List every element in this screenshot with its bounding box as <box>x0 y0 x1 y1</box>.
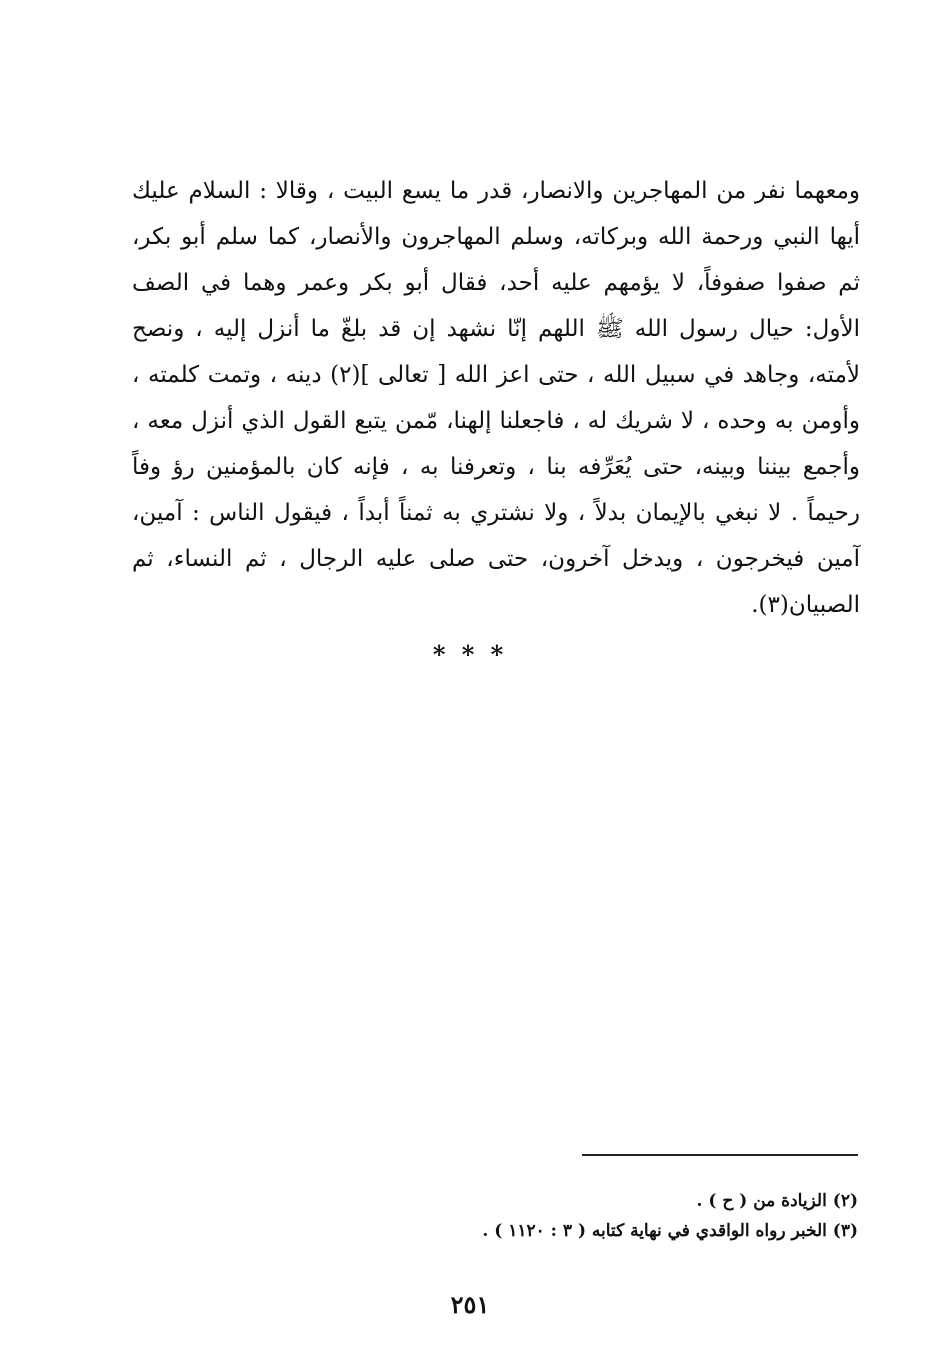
section-separator: * * * <box>432 640 508 669</box>
text-line: ثم صفوا صفوفاً، لا يؤمهم عليه أحد، فقال أبو بكر وعمر وهما في الصف <box>132 270 860 296</box>
text-line: لأمته، وجاهد في سبيل الله ، حتى اعز الله [ تعالى ](٢) دينه ، وتمت كلمته ، <box>132 362 861 388</box>
footnote-3: (٣) الخبر رواه الواقدي في نهاية كتابه ( ٣ : ١١٢٠ ) . <box>482 1221 858 1241</box>
text-line: الأول: حيال رسول الله ﷺ اللهم إنّا نشهد إن قد بلغّ ما أنزل إليه ، ونصح <box>132 316 860 342</box>
footnote-2: (٢) الزيادة من ( ح ) . <box>696 1191 858 1211</box>
text-line: رحيماً . لا نبغي بالإيمان بدلاً ، ولا نشتري به ثمناً أبداً ، فيقول الناس : آمين، <box>132 500 860 526</box>
footnotes <box>438 1186 858 1246</box>
footnote-divider <box>582 1154 858 1156</box>
text-line: وأجمع بيننا وبينه، حتى يُعَرِّفه بنا ، وتعرفنا به ، فإنه كان بالمؤمنين رؤ وفاً <box>132 454 860 480</box>
text-line: أيها النبي ورحمة الله وبركاته، وسلم المهاجرون والأنصار، كما سلم أبو بكر، <box>132 224 860 250</box>
text-line: ومعهما نفر من المهاجرين والانصار، قدر ما يسع البيت ، وقالا : السلام عليك <box>132 178 860 204</box>
text-line: آمين فيخرجون ، ويدخل آخرون، حتى صلى عليه الرجال ، ثم النساء، ثم <box>132 546 860 572</box>
page-number: ٢٥١ <box>450 1290 490 1319</box>
main-text <box>132 168 860 628</box>
text-line: وأومن به وحده ، لا شريك له ، فاجعلنا إلهنا، مّمن يتبع القول الذي أنزل معه ، <box>132 408 860 434</box>
text-line-last: الصبيان(٣). <box>751 592 860 618</box>
